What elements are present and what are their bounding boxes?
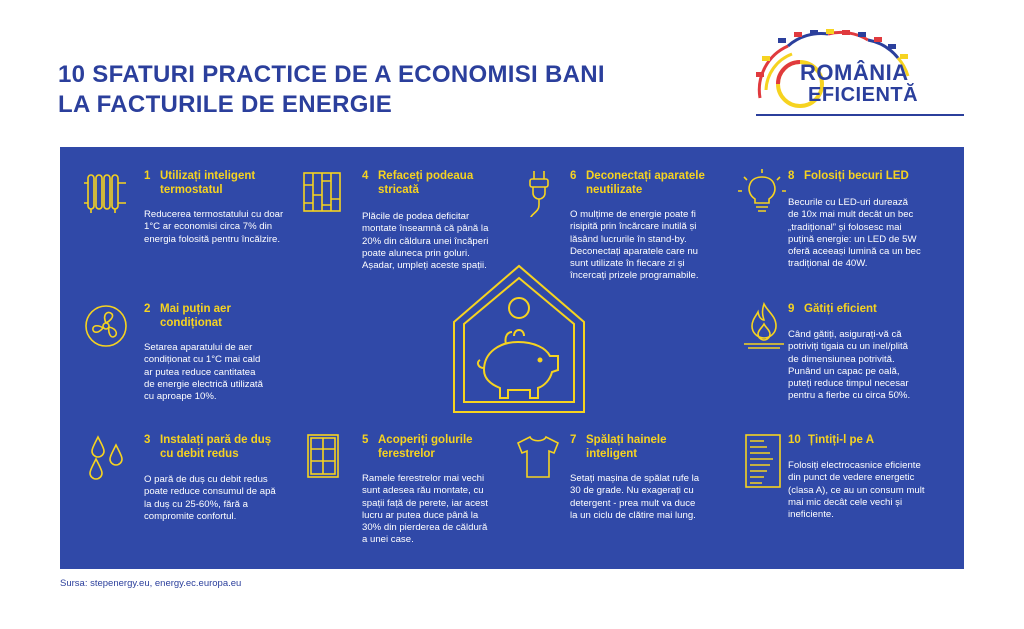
tip-6-body: O mulțime de energie poate fi risipită prin încărcare inutilă și lăsând lucrurile în stand-by. Deconectați aparatele care nu sunt utilizate în fiecare zi și încercați prizele programabile. (570, 209, 699, 282)
tip-9 (726, 302, 956, 422)
tip-2-body: Setarea aparatului de aer condiționat cu 1°C mai cald ar putea reduce cantitatea de energie electrică utilizată cu aproape 10%. (144, 342, 263, 403)
tip-9-body: Când gătiți, asigurați-vă că potriviți tigaia cu un inel/plită de dimensiunea potrivită. Punând un capac pe oală, puteți reduce timpul necesar pentru a fierbe cu circa 50%. (788, 329, 911, 402)
plug-icon (524, 169, 572, 217)
tip-2 (82, 302, 302, 412)
tip-3-body: O pară de duș cu debit redus poate reduce consumul de apă la duș cu 25-60%, fără a compromite confortul. (144, 474, 276, 522)
tip-10-body: Folosiți electrocasnice eficiente din punct de vedere energetic (clasa A), ce au un consum mult mai mic decât cele vechi și ineficiente. (788, 460, 925, 521)
tip-6-title: 6 Deconectați aparatele neutilizate (570, 170, 705, 196)
logo-text-eficienta: EFICIENTĂ (808, 84, 919, 106)
logo-text-romania: ROMÂNIA (800, 60, 909, 85)
tip-3-title: 3 Instalați pară de duș cu debit redus (144, 434, 272, 460)
tip-1-body: Reducerea termostatului cu doar 1°C ar economisi circa 7% din energia folosită pentru încălzire. (144, 209, 284, 245)
flame-icon (740, 302, 788, 350)
source-note: Sursa: stepenergy.eu, energy.ec.europa.eu (60, 578, 242, 589)
tip-7 (508, 433, 738, 533)
tip-2-title: 2 Mai puțin aer condiționat (144, 303, 231, 329)
romania-eficienta-logo (748, 28, 968, 123)
tips-panel (60, 147, 964, 569)
tip-4-body: Plăcile de podea deficitar montate înseamnă că până la 20% din căldura unei încăperi poate aluneca prin goluri. Așadar, umpleți aceste spații. (362, 211, 489, 272)
tip-4-title: 4 Refaceți podeaua stricată (362, 170, 474, 196)
tip-7-title: 7 Spălați hainele inteligent (570, 434, 667, 460)
tip-1-title: 1 Utilizați inteligent termostatul (144, 170, 256, 196)
page-title (58, 60, 738, 120)
radiator-icon (82, 169, 130, 217)
tip-10 (726, 433, 956, 553)
piggy-bank-house-icon (448, 252, 590, 417)
window-icon (300, 433, 348, 481)
lightbulb-icon (738, 169, 786, 217)
tshirt-icon (514, 433, 562, 481)
title-line-1: 10 SFATURI PRACTICE DE A ECONOMISI BANI (58, 61, 605, 88)
tip-10-title: 10 Țintiți-l pe A (788, 434, 875, 446)
water-drops-icon (82, 433, 130, 481)
tip-8-body: Becurile cu LED-uri durează de 10x mai mult decât un bec „tradițional” și folosesc mai puțină energie: un LED de 5W oferă aceeași lumină ca un bec tradițional de 40W. (788, 197, 921, 270)
energy-label-icon (740, 433, 788, 489)
tip-5 (300, 433, 510, 563)
logo-underline (756, 114, 964, 116)
tip-8-title: 8 Folosiți becuri LED (788, 170, 909, 182)
tip-3 (82, 433, 302, 533)
tip-5-body: Ramele ferestrelor mai vechi sunt adesea rău montate, cu spații față de perete, iar acest lucru ar putea duce până la 30% din pierderea de căldură a unei case. (362, 473, 488, 546)
tip-7-body: Setați mașina de spălat rufe la 30 de grade. Nu exagerați cu detergent - prea mult va duce la un ciclu de clătire mai lung. (570, 473, 700, 521)
floorboards-icon (300, 169, 348, 217)
tip-5-title: 5 Acoperiți golurile ferestrelor (362, 434, 473, 460)
fan-icon (82, 302, 130, 350)
tip-9-title: 9 Gătiți eficient (788, 303, 877, 315)
tip-8 (726, 169, 956, 299)
title-line-2: LA FACTURILE DE ENERGIE (58, 91, 393, 118)
tip-1 (82, 169, 302, 259)
